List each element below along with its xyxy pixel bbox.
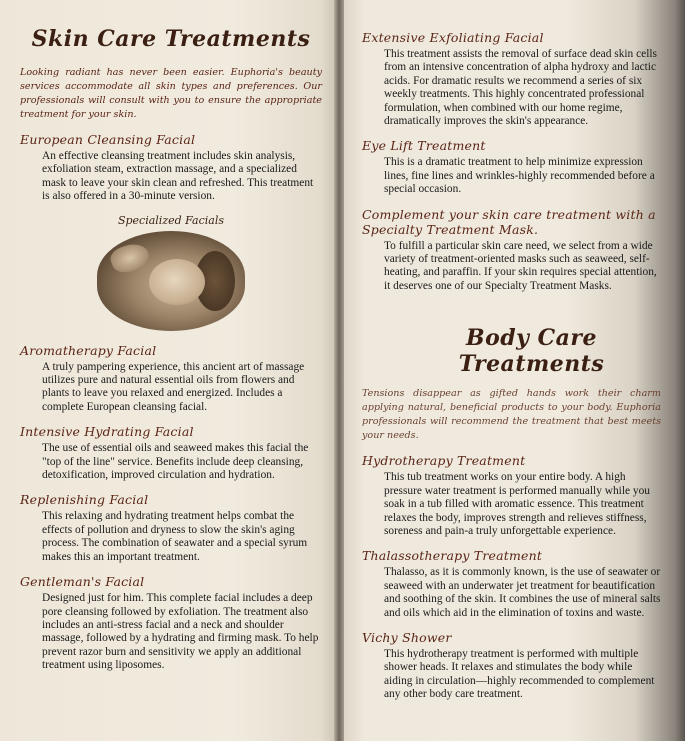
- service-replenishing: [20, 492, 322, 564]
- service-description: An effective cleansing treatment includes skin analysis, exfoliation steam, extraction massage, and a specialized mask to leave your skin clean and refreshed. This treatment is also offered in a 30-minute version.: [42, 150, 314, 203]
- service-intensive-hydrating: [20, 424, 322, 482]
- service-description: To fulfill a particular skin care need, we select from a wide variety of treatment-oriented masks such as seaweed, self-heating, and paraffin. If your skin requires special attention, it deserves one of our Specialty Treatment Masks.: [384, 239, 657, 292]
- service-title: Replenishing Facial: [20, 492, 149, 508]
- service-title: Gentleman's Facial: [20, 574, 145, 590]
- service-title: Eye Lift Treatment: [362, 138, 486, 154]
- service-aromatherapy: [20, 343, 322, 415]
- left-page: [0, 0, 334, 741]
- skin-care-intro: Looking radiant has never been easier. Euphoria's beauty services accommodate all skin types and preferences. Our professionals will consult with you to ensure the appropriate treatment for your skin.: [20, 67, 322, 120]
- facial-photo: [97, 231, 245, 331]
- skin-care-title: Skin Care Treatments: [31, 26, 311, 52]
- service-vichy-shower: [362, 630, 661, 702]
- body-care-intro: Tensions disappear as gifted hands work their charm applying natural, beneficial products to your body. Euphoria professionals will recommend the treatment that best meets your needs.: [362, 388, 661, 442]
- service-description: This treatment assists the removal of surface dead skin cells from an intensive concentration of alpha hydroxy and lactic acids. For dramatic results we recommend a series of six weekly treatments. This highly concentrated professional formulation, when combined with our home regime, dramatically improves the skin's appearance.: [384, 48, 657, 128]
- service-description: This hydrotherapy treatment is performed with multiple shower heads. It relaxes and stimulates the body while aiding in circulation—highly recommended to complement any other body care treatment.: [384, 647, 655, 701]
- service-description: This tub treatment works on your entire body. A high pressure water treatment is performed manually while you soak in a tub filled with aromatic essence. This treatment relaxes the body, improves strength and relieves stiffness, soreness and pain-a truly unforgettable experience.: [384, 471, 651, 537]
- service-european-cleansing: [20, 132, 322, 204]
- service-extensive-exfoliating: [362, 30, 661, 128]
- service-gentlemans: [20, 574, 322, 672]
- photo-face: [149, 259, 205, 305]
- service-title: Intensive Hydrating Facial: [20, 424, 194, 440]
- service-title: Extensive Exfoliating Facial: [362, 30, 544, 45]
- specialized-facials-photo-block: [20, 214, 322, 335]
- service-description: Thalasso, as it is commonly known, is the use of seawater or seaweed with an underwater jet treatment for beautification and soothing of the skin. It combines the use of mineral salts and oils which aid in the elimination of toxins and waste.: [384, 566, 661, 619]
- service-title: European Cleansing Facial: [20, 132, 196, 147]
- service-title: Vichy Shower: [362, 629, 452, 645]
- service-description: This is a dramatic treatment to help minimize expression lines, fine lines and wrinkles-highly recommended before a special occasion.: [384, 156, 655, 196]
- right-page: [344, 0, 685, 741]
- service-title: Thalassotherapy Treatment: [362, 548, 543, 564]
- service-title: Complement your skin care treatment with a Specialty Treatment Mask.: [362, 206, 656, 237]
- photo-hand: [108, 239, 153, 276]
- service-title: Aromatherapy Facial: [20, 342, 157, 358]
- body-care-title: Body Care Treatments: [458, 325, 605, 378]
- service-specialty-mask: [362, 207, 661, 294]
- service-thalassotherapy: [362, 548, 661, 620]
- service-description: Designed just for him. This complete facial includes a deep pore cleansing followed by exfoliation. The treatment also includes an anti-stress facial and a neck and shoulder massage, followed by a hydrating and firming mask. To help prevent razor burn and sensitivity we apply an additional treatment using liposomes.: [42, 592, 319, 672]
- page-gutter: [334, 0, 344, 741]
- service-description: The use of essential oils and seaweed makes this facial the "top of the line" service. Benefits include deep cleansing, detoxification, improved circulation and hydration.: [42, 442, 309, 482]
- service-description: A truly pampering experience, this ancient art of massage utilizes pure and natural essential oils from flowers and plants to leave you relaxed and energized. Includes a complete European cleansing facial.: [42, 360, 305, 413]
- service-title: Hydrotherapy Treatment: [362, 453, 526, 469]
- photo-caption: Specialized Facials: [117, 213, 225, 227]
- service-hydrotherapy: [362, 453, 661, 538]
- service-description: This relaxing and hydrating treatment helps combat the effects of pollution and dryness to slow the skin's aging process. The combination of seawater and a special syrum makes this an important treatment.: [42, 510, 308, 563]
- service-eye-lift: [362, 138, 661, 196]
